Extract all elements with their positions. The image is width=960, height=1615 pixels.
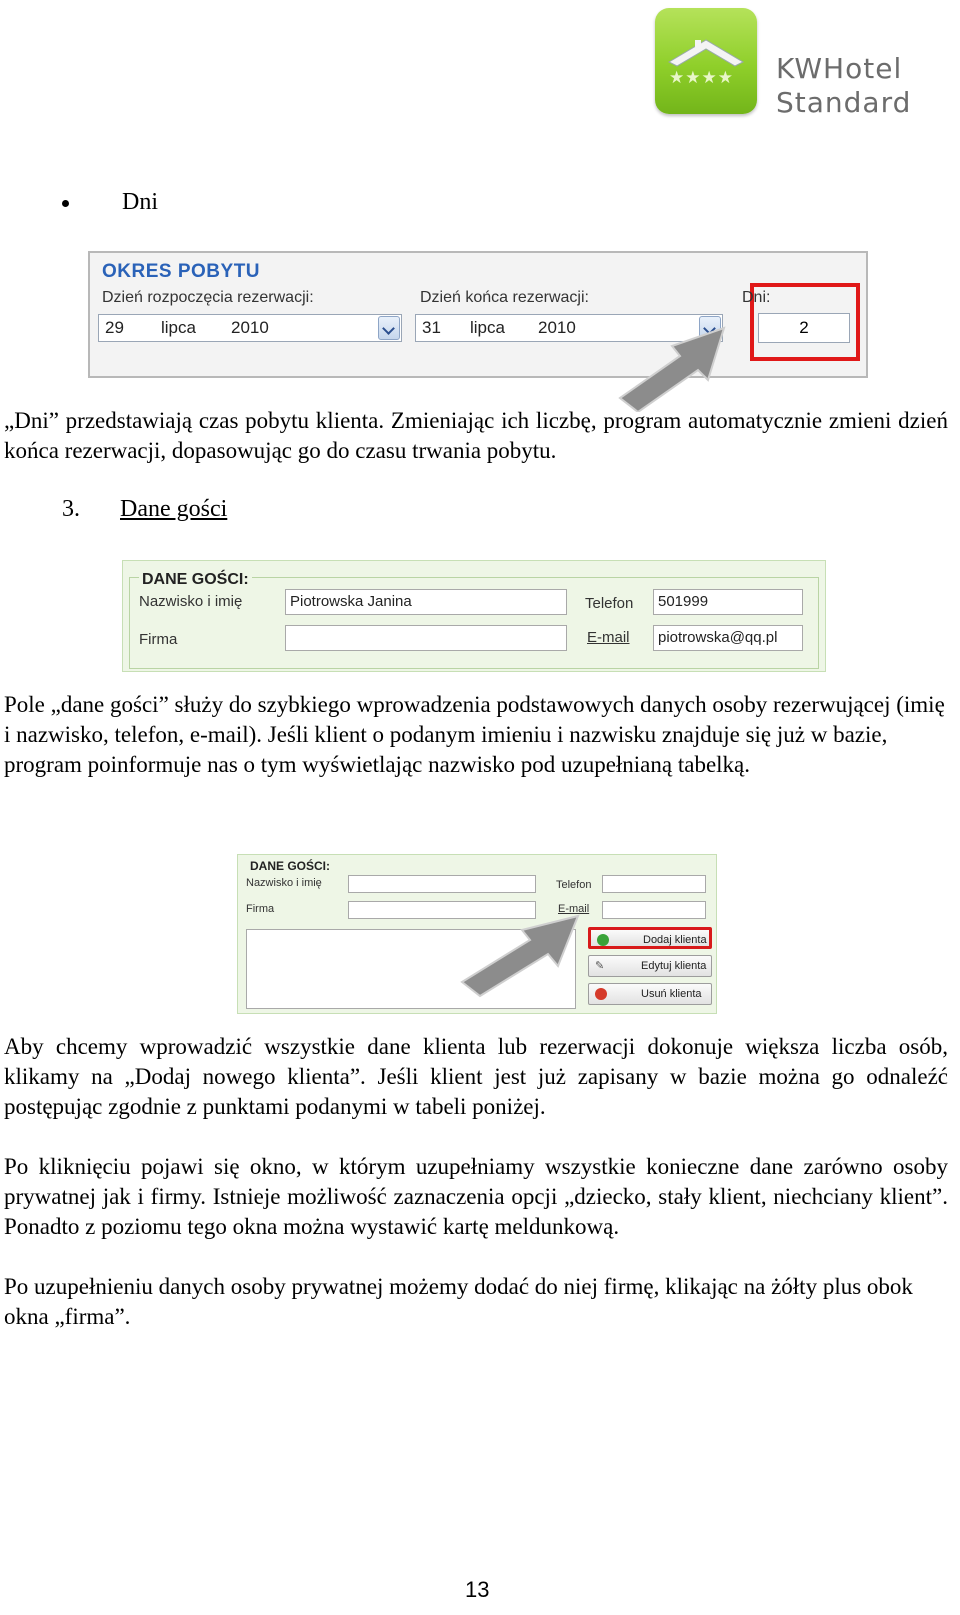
- company-label-small: Firma: [246, 903, 275, 915]
- phone-label-small: Telefon: [556, 879, 592, 891]
- plus-icon: [597, 934, 609, 946]
- paragraph-dane-gosci: Pole „dane gości” służy do szybkiego wprowadzenia podstawowych danych osoby rezerwującej (imię i nazwisko, telefon, e-mail). Jeśli klient o podanym imieniu i nazwisku znajduje się już w bazie, program poinformuje nas o tym wyświetlając nazwisko pod uzupełnianą tabelką.: [4, 692, 945, 777]
- add-client-button[interactable]: Dodaj klienta: [588, 927, 712, 949]
- page-number: 13: [465, 1577, 490, 1602]
- name-label: Nazwisko i imię: [139, 593, 243, 610]
- name-label-small: Nazwisko i imię: [246, 877, 322, 889]
- name-field-small[interactable]: [348, 875, 536, 893]
- company-label: Firma: [139, 631, 178, 648]
- paragraph-dodaj-klienta: Aby chcemy wprowadzić wszystkie dane klienta lub rezerwacji dokonuje większa liczba osób, klikamy na „Dodaj nowego klienta”. Jeśli klient jest już zapisany w bazie można go odnaleźć postępując zgodnie z punktami podanymi w tabeli poniżej.: [4, 1034, 948, 1119]
- email-field-small[interactable]: [602, 901, 706, 919]
- logo-text-standard: Standard: [776, 86, 912, 119]
- paragraph-firma: Po uzupełnieniu danych osoby prywatnej możemy dodać do niej firmę, klikając na żółty plus obok okna „firma”.: [4, 1274, 913, 1329]
- dane-gosci-panel: [122, 560, 826, 672]
- end-year: 2010: [538, 318, 576, 337]
- email-field[interactable]: piotrowska@qq.pl: [653, 625, 803, 651]
- pointer-arrow-icon: [614, 318, 734, 412]
- phone-field[interactable]: 501999: [653, 589, 803, 615]
- bullet-item-dni: Dni: [122, 189, 158, 215]
- name-field[interactable]: Piotrowska Janina: [285, 589, 567, 615]
- edit-client-button[interactable]: ✎ Edytuj klienta: [588, 955, 712, 977]
- okres-pobytu-title: OKRES POBYTU: [102, 261, 261, 282]
- end-month: lipca: [470, 318, 505, 337]
- section-title: Dane gości: [120, 496, 228, 522]
- section-number: 3.: [62, 496, 80, 522]
- minus-icon: [595, 988, 607, 1000]
- company-field[interactable]: [285, 625, 567, 651]
- paragraph-dni: „Dni” przedstawiają czas pobytu klienta. Zmieniając ich liczbę, program automatycznie zmieni dzień końca rezerwacji, dopasowując go do czasu trwania pobytu.: [4, 408, 948, 463]
- logo-text-kwhotel: KWHotel: [776, 52, 903, 85]
- pointer-arrow-icon: [456, 906, 586, 998]
- end-date-label: Dzień końca rezerwacji:: [420, 289, 589, 306]
- email-link-small[interactable]: E-mail: [558, 903, 590, 915]
- start-year: 2010: [231, 318, 269, 337]
- start-date-combo[interactable]: [98, 314, 402, 342]
- dane-gosci-small-title: DANE GOŚCI:: [250, 859, 331, 873]
- paragraph-okno: Po kliknięciu pojawi się okno, w którym uzupełniamy wszystkie konieczne dane zarówno osoby prywatnej jak i firmy. Istnieje możliwość zaznaczenia opcji „dziecko, stały klient, niechciany klient”. Ponadto z poziomu tego okna można wystawić kartę meldunkową.: [4, 1154, 948, 1239]
- logo-mark: [655, 8, 757, 114]
- end-day: 31: [422, 318, 441, 337]
- start-day: 29: [105, 318, 124, 337]
- start-month: lipca: [161, 318, 196, 337]
- okres-pobytu-panel: [88, 251, 868, 378]
- start-date-label: Dzień rozpoczęcia rezerwacji:: [102, 289, 314, 306]
- dane-gosci-title: DANE GOŚCI:: [139, 571, 252, 589]
- phone-label: Telefon: [585, 595, 634, 612]
- logo-stars: ★★★★: [669, 68, 734, 88]
- email-link[interactable]: E-mail: [587, 629, 630, 646]
- phone-field-small[interactable]: [602, 875, 706, 893]
- dni-label: Dni:: [742, 289, 771, 306]
- dni-input[interactable]: 2: [758, 313, 850, 343]
- bullet-dot: [62, 200, 69, 207]
- chevron-down-icon[interactable]: [378, 316, 400, 340]
- pencil-icon: ✎: [595, 960, 605, 972]
- delete-client-button[interactable]: Usuń klienta: [588, 983, 712, 1005]
